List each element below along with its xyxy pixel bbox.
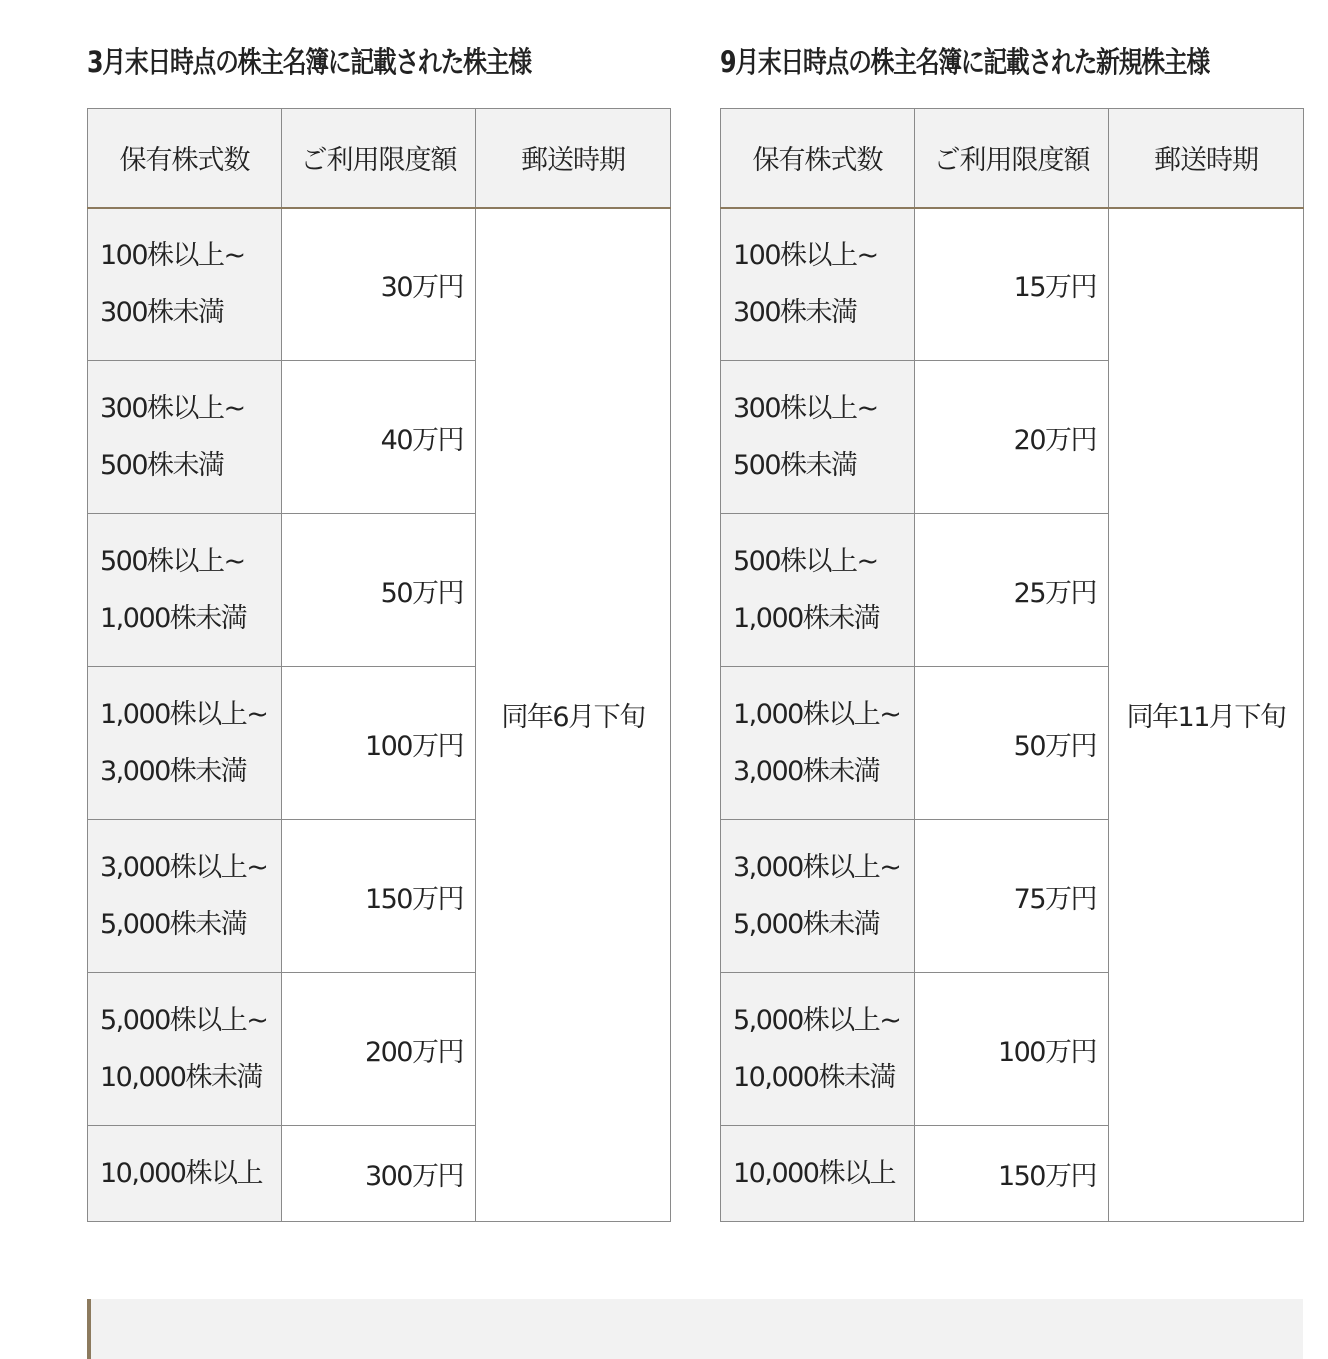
range-line: 3,000株未満 bbox=[100, 756, 247, 787]
header-shares: 保有株式数 bbox=[88, 109, 282, 208]
limit-cell: 50万円 bbox=[282, 514, 476, 667]
range-line: 10,000株未満 bbox=[100, 1062, 262, 1093]
header-limit: ご利用限度額 bbox=[915, 109, 1109, 208]
header-timing: 郵送時期 bbox=[1109, 109, 1304, 208]
range-line: 1,000株未満 bbox=[733, 603, 880, 634]
range-line: 1,000株以上~ bbox=[733, 699, 901, 730]
table-row bbox=[88, 208, 671, 361]
limit-cell: 300万円 bbox=[282, 1126, 476, 1222]
limit-cell: 150万円 bbox=[282, 820, 476, 973]
range-line: 500株未満 bbox=[100, 450, 224, 481]
range-line: 500株以上~ bbox=[733, 546, 878, 577]
benefit-table bbox=[87, 108, 671, 1222]
range-line: 1,000株未満 bbox=[100, 603, 247, 634]
range-line: 5,000株未満 bbox=[100, 909, 247, 940]
timing-cell: 同年11月下旬 bbox=[1109, 208, 1304, 1222]
limit-cell: 40万円 bbox=[282, 361, 476, 514]
range-line: 300株以上~ bbox=[733, 393, 878, 424]
shares-range-cell bbox=[721, 1126, 915, 1222]
table-row bbox=[721, 208, 1304, 361]
section-title: 9月末日時点の株主名簿に記載された新規株主様 bbox=[720, 45, 1209, 79]
limit-cell: 150万円 bbox=[915, 1126, 1109, 1222]
limit-cell: 25万円 bbox=[915, 514, 1109, 667]
range-line: 300株未満 bbox=[733, 297, 857, 329]
range-line: 10,000株以上 bbox=[100, 1158, 262, 1189]
range-line: 5,000株以上~ bbox=[733, 1005, 901, 1036]
header-limit: ご利用限度額 bbox=[282, 109, 476, 208]
range-line: 1,000株以上~ bbox=[100, 699, 268, 730]
shares-range-cell bbox=[88, 1126, 282, 1222]
shares-range-cell bbox=[721, 667, 915, 820]
range-line: 3,000株以上~ bbox=[100, 852, 268, 883]
section-title: 3月末日時点の株主名簿に記載された株主様 bbox=[87, 45, 531, 79]
limit-cell: 15万円 bbox=[915, 208, 1109, 361]
range-line: 5,000株未満 bbox=[733, 909, 880, 940]
shares-range-cell bbox=[721, 973, 915, 1126]
benefit-table bbox=[720, 108, 1304, 1222]
shares-range-cell bbox=[88, 973, 282, 1126]
header-timing: 郵送時期 bbox=[476, 109, 671, 208]
timing-cell: 同年6月下旬 bbox=[476, 208, 671, 1222]
range-line: 3,000株以上~ bbox=[733, 852, 901, 883]
shares-range-cell bbox=[721, 820, 915, 973]
range-line: 300株未満 bbox=[100, 297, 224, 329]
shares-range-cell bbox=[721, 361, 915, 514]
table-header-row bbox=[88, 109, 671, 208]
table-header-row bbox=[721, 109, 1304, 208]
range-line: 500株以上~ bbox=[100, 546, 245, 577]
limit-cell: 75万円 bbox=[915, 820, 1109, 973]
shares-range-cell bbox=[721, 208, 915, 361]
shares-range-cell bbox=[88, 361, 282, 514]
range-line: 100株以上~ bbox=[100, 240, 245, 272]
range-line: 5,000株以上~ bbox=[100, 1005, 268, 1036]
range-line: 500株未満 bbox=[733, 450, 857, 481]
range-line: 300株以上~ bbox=[100, 393, 245, 424]
limit-cell: 100万円 bbox=[915, 973, 1109, 1126]
shares-range-cell bbox=[88, 667, 282, 820]
limit-cell: 200万円 bbox=[282, 973, 476, 1126]
shares-range-cell bbox=[721, 514, 915, 667]
range-line: 3,000株未満 bbox=[733, 756, 880, 787]
shares-range-cell bbox=[88, 514, 282, 667]
header-shares: 保有株式数 bbox=[721, 109, 915, 208]
range-line: 10,000株未満 bbox=[733, 1062, 895, 1093]
note-box bbox=[87, 1299, 1303, 1359]
limit-cell: 20万円 bbox=[915, 361, 1109, 514]
shares-range-cell bbox=[88, 820, 282, 973]
limit-cell: 50万円 bbox=[915, 667, 1109, 820]
range-line: 100株以上~ bbox=[733, 240, 878, 272]
limit-cell: 100万円 bbox=[282, 667, 476, 820]
limit-cell: 30万円 bbox=[282, 208, 476, 361]
shares-range-cell bbox=[88, 208, 282, 361]
range-line: 10,000株以上 bbox=[733, 1158, 895, 1189]
